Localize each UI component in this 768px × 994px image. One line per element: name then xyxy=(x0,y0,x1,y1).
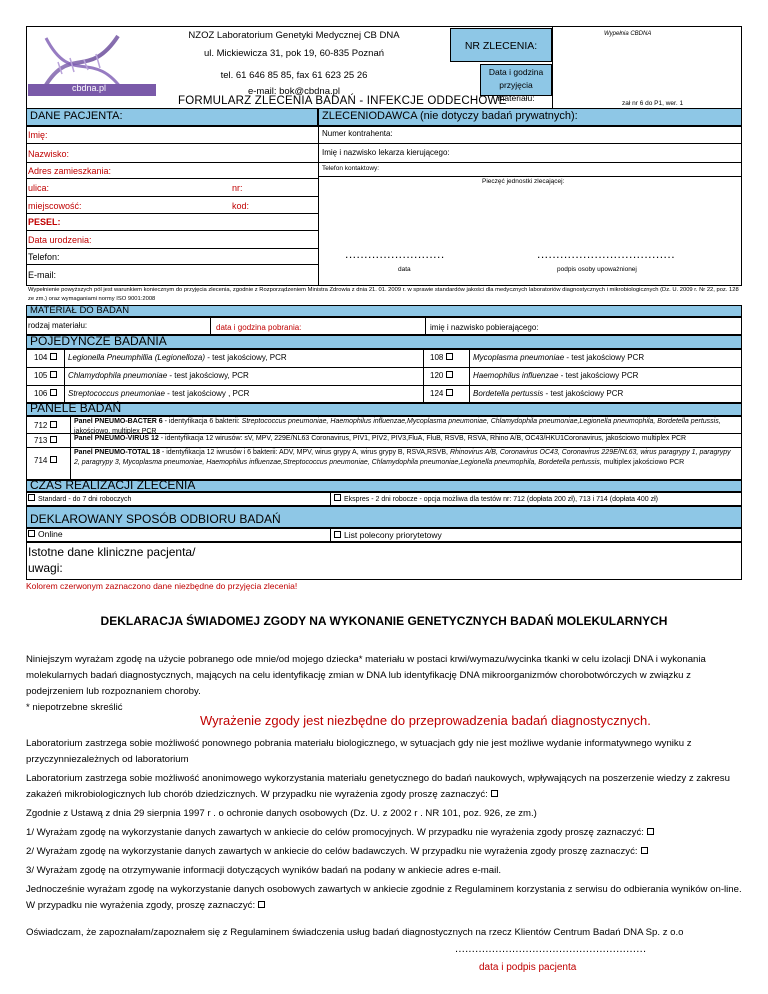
panel-description: Panel PNEUMO-VIRUS 12 - identyfikacja 12 wirusów: sV, MPV, 229E/NL63 Coronavirus, PIV1, PIV2, PIV3,FluA, FluB, RSVB, RSVA, Rhino A/B, OC43/HKU1Coronavirus, jakościowo multiplex PCR xyxy=(74,435,687,442)
standard-checkbox[interactable] xyxy=(28,494,35,501)
patient-sign-label: data i podpis pacjenta xyxy=(479,962,577,973)
patient-sign-dots: ......................................................... xyxy=(455,943,647,955)
declaration-p7: 3/ Wyrażam zgodę na otrzymywanie informacji dotyczących wyników badań na podany w ankiecie adres e-mail. xyxy=(26,865,502,876)
single-test-checkbox[interactable] xyxy=(446,389,453,396)
material-row xyxy=(26,317,742,335)
order-number-label: NR ZLECENIA: xyxy=(464,40,538,52)
label-doctor: Imię i nazwisko lekarza kierującego: xyxy=(322,148,450,157)
express-checkbox[interactable] xyxy=(334,494,341,501)
panel-checkbox[interactable] xyxy=(50,456,57,463)
delivery-title: DEKLAROWANY SPOSÓB ODBIORU BADAŃ xyxy=(30,512,281,526)
logo xyxy=(28,32,156,96)
label-phone: Telefon: xyxy=(28,252,60,262)
single-test-checkbox[interactable] xyxy=(446,353,453,360)
single-tests-title: POJEDYNCZE BADANIA xyxy=(30,334,167,348)
mode-title: CZAS REALIZACJI ZLECENIA xyxy=(30,478,196,492)
material-section-band xyxy=(26,305,742,317)
single-test-name: Chlamydophila pneumoniae - test jakościowy, PCR xyxy=(68,371,249,380)
single-test-code[interactable]: 104 xyxy=(34,353,57,362)
attachment-note: zał nr 6 do P1, wer. 1 xyxy=(622,100,684,107)
label-contractor-no: Numer kontrahenta: xyxy=(322,129,393,138)
panel-description: Panel PNEUMO-TOTAL 18 - identyfikacja 12 iwrusów i 6 bakterii: ADV, MPV, wirus grypy A, wirus grypy B, RSVA,RSVB, Rhinovirus A/B, Coronavirus OC43, Coronavirus 229E/NL63, wirus paragrypy 1, paragrypy 2, paragrypy 3, Mycoplasma pneumoniae, Haemophilus influenzae,Streptococcus pneumoniae, Chlamydophila pneumoniae,Legionella pneumophila, Bordetella pertussis, multiplex jakościowo PCR xyxy=(74,449,731,466)
panel-code[interactable]: 714 xyxy=(34,456,57,465)
single-test-checkbox[interactable] xyxy=(50,353,57,360)
declaration-p8: Jednocześnie wyrażam zgodę na wykorzystanie danych osobowych zawartych w ankiecie zgodnie z Regulaminem korzystania z serwisu do odbierania wyników on-line. W przypadku nie wyrażenia zgody, proszę zaznaczyć: xyxy=(26,884,742,911)
declaration-p3: Laboratorium zastrzega sobie możliwość anonimowego wykorzystania materiału genetycznego do badań naukowych, wpływających na poszerzenie wiedzy z zakresu zakażeń mikrobiologicznych lub chorób dziedzicznych. W przypadku nie wyrażenia zgody proszę zaznaczyć: xyxy=(26,773,730,800)
single-test-code[interactable]: 108 xyxy=(430,353,453,362)
panel-description: Panel PNEUMO-BACTER 6 - identyfikacja 6 bakterii: Streptococcus pneumoniae, Haemophilus influenzae,Mycoplasma pneumoniae, Chlamydophila pneumoniae,Legionella pneumophila, Bordetella pertussis, jakościowo, multiplex PCR xyxy=(74,418,721,435)
mode-standard-option[interactable]: Standard - do 7 dni roboczych xyxy=(28,494,131,503)
filled-by-note: Wypełnia CBDNA xyxy=(604,31,652,37)
label-first-name: Imię: xyxy=(28,130,48,140)
delivery-letter-option[interactable]: List polecony priorytetowy xyxy=(334,530,442,540)
panels-title: PANELE BADAŃ xyxy=(30,401,122,415)
declaration-p5: 1/ Wyrażam zgodę na wykorzystanie danych zawartych w ankiecie do celów promocyjnych. W przypadku nie wyrażenia zgody proszę zaznaczyć: xyxy=(26,825,742,841)
single-test-name: Streptococcus pneumoniae - test jakościowy , PCR xyxy=(68,389,250,398)
lab-name: NZOZ Laboratorium Genetyki Medycznej CB DNA xyxy=(188,30,400,41)
single-test-checkbox[interactable] xyxy=(50,371,57,378)
declaration-p9: Oświadczam, że zapoznałam/zapoznałem się z Regulaminem świadczenia usług badań diagnostycznych na rzecz Klientów Centrum Badań DNA Sp. z o.o xyxy=(26,927,684,938)
orderer-section-title: ZLECENIODAWCA (nie dotyczy badań prywatnych): xyxy=(322,110,578,122)
single-test-checkbox[interactable] xyxy=(50,389,57,396)
research-optout-checkbox[interactable] xyxy=(491,790,498,797)
single-test-name: Legionella Pneumphillia (Legionelloza) - test jakościowy, PCR xyxy=(68,353,287,362)
panel-checkbox[interactable] xyxy=(50,436,57,443)
label-stamp: Pieczęć jednostki zlecającej: xyxy=(482,178,565,185)
single-test-name: Haemophilus influenzae - test jakościowy PCR xyxy=(473,371,639,380)
logo-text: cbdna.pl xyxy=(72,83,107,93)
label-last-name: Nazwisko: xyxy=(28,149,70,159)
clinical-label: Istotne dane kliniczne pacjenta/ uwagi: xyxy=(28,545,196,575)
declaration-p2: Laboratorium zastrzega sobie możliwość ponownego pobrania materiału biologicznego, w sytuacjach gdy nie jest możliwe wydanie informatywnego wyniku z przyczynniezależnych od laboratorium xyxy=(26,738,692,765)
single-test-code[interactable]: 106 xyxy=(34,389,57,398)
single-test-code[interactable]: 120 xyxy=(430,371,453,380)
label-birth-date: Data urodzenia: xyxy=(28,235,92,245)
panel-code[interactable]: 713 xyxy=(34,436,57,445)
form-title: FORMULARZ ZLECENIA BADAŃ - INFEKCJE ODDECHOWE xyxy=(178,95,507,107)
declaration-p6: 2/ Wyrażam zgodę na wykorzystanie danych zawartych w ankiecie do celów badawczych. W przypadku nie wyrażenia zgody proszę zaznaczyć: xyxy=(26,844,742,860)
panels-band xyxy=(26,403,742,416)
orderer-date-label: data xyxy=(398,266,411,273)
online-optout-checkbox[interactable] xyxy=(258,901,265,908)
label-town: miejscowość: xyxy=(28,201,82,211)
consent-required: Wyrażenie zgody jest niezbędne do przeprowadzenia badań diagnostycznych. xyxy=(200,713,651,728)
label-street: ulica: xyxy=(28,183,50,193)
single-test-name: Mycoplasma pneumoniae - test jakościowy PCR xyxy=(473,353,645,362)
label-postal: kod: xyxy=(232,201,250,211)
single-test-code[interactable]: 105 xyxy=(34,371,57,380)
lab-email: e-mail: bok@cbdna.pl xyxy=(247,86,341,97)
single-test-name: Bordetella pertussis - test jakościowy PCR xyxy=(473,389,624,398)
letter-checkbox[interactable] xyxy=(334,531,341,538)
declaration-p4: Zgodnie z Ustawą z dnia 29 sierpnia 1997 r . o ochronie danych osobowych (Dz. U. z 2002 r . NR 101, poz. 926, ze zm.) xyxy=(26,808,537,819)
required-note: Kolorem czerwonym zaznaczono dane niezbędne do przyjęcia zlecenia! xyxy=(26,581,298,591)
orderer-sign-label: podpis osoby upoważnionej xyxy=(557,266,637,273)
panel-checkbox[interactable] xyxy=(50,421,57,428)
declaration-p1: Niniejszym wyrażam zgodę na użycie pobranego ode mnie/od mojego dziecka* materiału w postaci krwi/wymazu/wycinka tkanki w celu izolacji DNA i wykonania molekularnych badań diagnostycznych, mających na celu identyfikację zmian w DNA lub identyfikację DNA mikroorganizmów chorobotwórczych w związku z podejrzeniem lub rozpoznaniem choroby. xyxy=(26,654,706,697)
single-test-checkbox[interactable] xyxy=(446,371,453,378)
label-contact-phone: Telefon kontaktowy: xyxy=(322,165,380,172)
label-material-type: rodzaj materiału: xyxy=(28,321,88,330)
lab-address: ul. Mickiewicza 31, pok 19, 60-835 Poznań xyxy=(203,48,385,59)
declaration-title: DEKLARACJA ŚWIADOMEJ ZGODY NA WYKONANIE GENETYCZNYCH BADAŃ MOLEKULARNYCH xyxy=(100,614,668,628)
orderer-date-dots: .......................... xyxy=(345,247,445,261)
orderer-sign-dots: .................................... xyxy=(537,247,676,261)
label-house-no: nr: xyxy=(232,183,243,193)
panel-code[interactable]: 712 xyxy=(34,421,57,430)
label-sample-date: data i godzina pobrania: xyxy=(216,323,302,332)
online-checkbox[interactable] xyxy=(28,530,35,537)
research-data-optout-checkbox[interactable] xyxy=(641,847,648,854)
mode-express-option[interactable]: Ekspres - 2 dni robocze - opcja możliwa dla testów nr: 712 (dopłata 200 zł), 713 i 714 (dopłata 400 zł) xyxy=(334,494,658,503)
label-email: E-mail: xyxy=(28,270,57,280)
material-section-title: MATERIAŁ DO BADAŃ xyxy=(30,305,130,316)
accept-date-label: Data i godzina przyjęcia materiału: xyxy=(488,67,544,103)
promo-optout-checkbox[interactable] xyxy=(647,828,654,835)
delivery-online-option[interactable]: Online xyxy=(28,529,63,539)
label-collector: imię i nazwisko pobierającego: xyxy=(430,323,539,332)
patient-section-title: DANE PACJENTA: xyxy=(30,110,123,122)
single-test-code[interactable]: 124 xyxy=(430,389,453,398)
label-address: Adres zamieszkania: xyxy=(28,166,112,176)
lab-phone: tel. 61 646 85 85, fax 61 623 25 26 xyxy=(220,70,368,81)
legal-note: Wypełnienie powyższych pól jest warunkiem koniecznym do przyjęcia zlecenia, zgodnie z Rozporządzeniem Ministra Zdrowia z dnia 21. 01. 2009 r. w sprawie standardów jakości dla medycznych laboratoriów diagnostycznych i mikrobiologicznych (Dz. U. 2009 r. Nr 22, poz. 128 ze zm.) oraz wymaganiami normy ISO 9001:2008 xyxy=(28,287,739,302)
declaration-footnote: * niepotrzebne skreślić xyxy=(26,702,123,713)
label-pesel: PESEL: xyxy=(28,217,61,227)
